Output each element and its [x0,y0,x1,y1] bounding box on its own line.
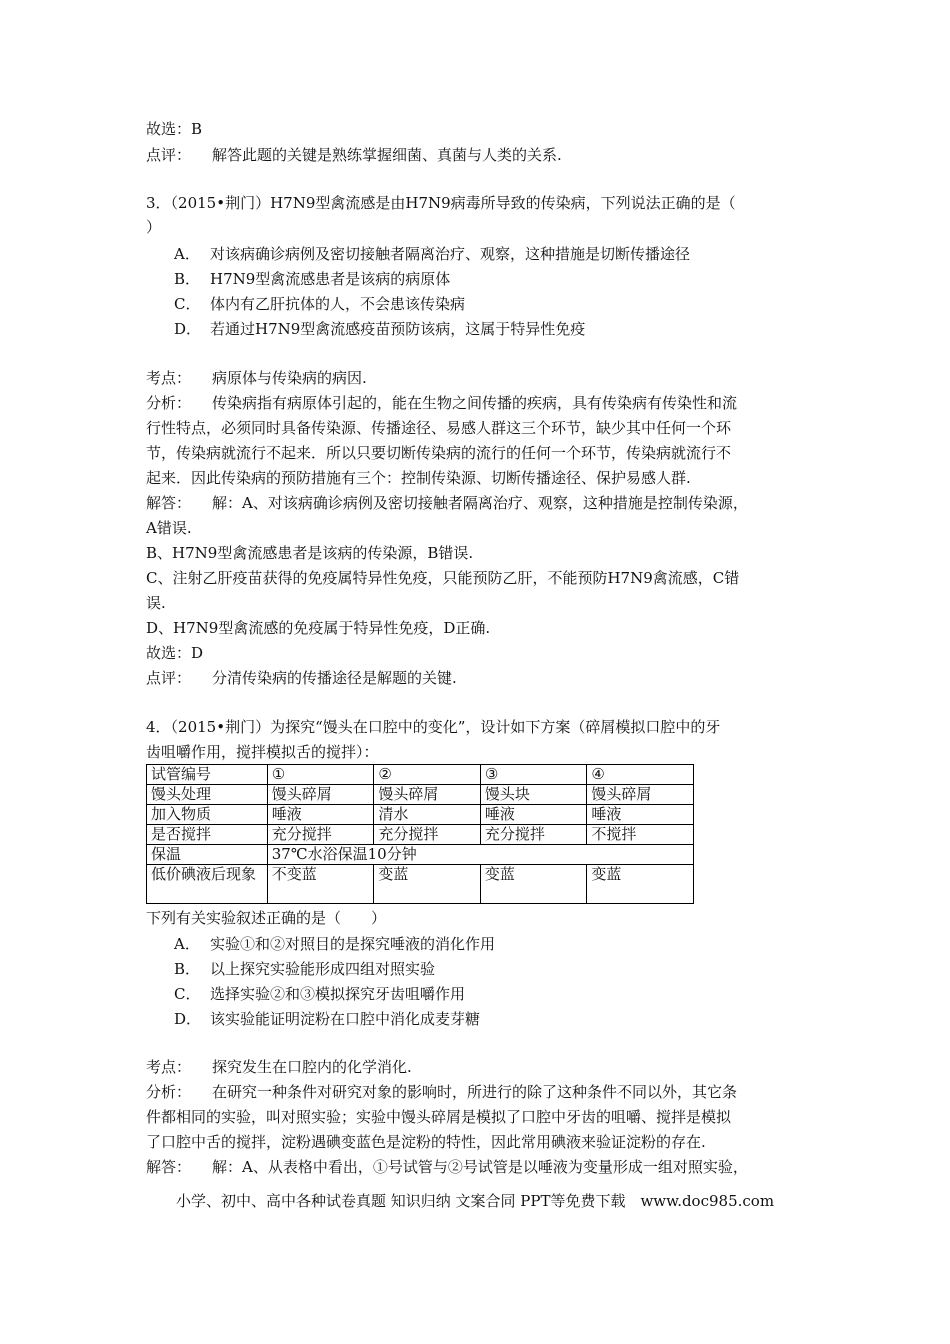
table-cell: 充分搅拌 [480,825,587,845]
q3-fenxi-line4: 起来．因此传染病的预防措施有三个：控制传染源、切断传播途径、保护易感人群. [146,469,691,487]
q3-stem-line2: ） [146,218,162,236]
q3-fenxi-text: 传染病指有病原体引起的，能在生物之间传播的疾病，具有传染病有传染性和流 [212,394,738,412]
table-cell: 充分搅拌 [374,825,481,845]
table-cell: 不搅拌 [587,825,694,845]
table-cell: 加入物质 [147,805,268,825]
q4-option-d-text: 该实验能证明淀粉在口腔中消化成麦芽糖 [210,1010,481,1028]
table-cell: 变蓝 [374,865,481,904]
q3-option-b [174,269,450,289]
table-cell: 唾液 [267,805,374,825]
table-cell: 清水 [374,805,481,825]
table-cell: 37℃水浴保温10分钟 [267,845,693,865]
q3-dianping [146,668,457,688]
q4-option-d-letter: D． [174,1010,202,1028]
q3-option-c [174,294,465,314]
table-cell: 试管编号 [147,765,268,785]
q3-jieda-line4: C、注射乙肝疫苗获得的免疫属特异性免疫，只能预防乙肝，不能预防H7N9禽流感，C错 [146,569,740,587]
q3-fenxi-line3: 节，传染病就流行不起来．所以只要切断传染病的流行的任何一个环节，传染病就流行不 [146,444,732,462]
q4-option-d [174,1009,480,1029]
q3-option-a-letter: A． [174,245,200,263]
q4-fenxi-text: 在研究一种条件对研究对象的影响时，所进行的除了这种条件不同以外，其它条 [212,1083,738,1101]
q3-answer: 故选：D [146,644,204,662]
q3-kaodian-text: 病原体与传染病的病因. [212,369,367,387]
table-cell: 馒头碎屑 [587,785,694,805]
q4-stem-line1: 4．（2015•荆门）为探究“馒头在口腔中的变化”，设计如下方案（碎屑模拟口腔中的牙 [146,718,721,736]
q4-option-b [174,959,435,979]
table-cell: 变蓝 [587,865,694,904]
q4-option-c-letter: C． [174,985,201,1003]
table-row [147,805,694,825]
table-cell: ③ [480,765,587,785]
q2-comment [146,145,562,165]
q4-fenxi-line1 [146,1082,737,1102]
page-footer: 小学、初中、高中各种试卷真题 知识归纳 文案合同 PPT等免费下载 www.doc985.com [175,1192,775,1210]
q4-option-a [174,934,495,954]
q3-option-b-text: H7N9型禽流感患者是该病的病原体 [210,270,451,288]
table-cell: 保温 [147,845,268,865]
table-row [147,865,694,904]
q3-kaodian [146,368,367,388]
q3-option-d-text: 若通过H7N9型禽流感疫苗预防该病，这属于特异性免疫 [210,320,586,338]
q3-option-b-letter: B． [174,270,201,288]
table-cell: 馒头处理 [147,785,268,805]
q4-option-c-text: 选择实验②和③模拟探究牙齿咀嚼作用 [210,985,466,1003]
q4-jieda-text: 解：A、从表格中看出，①号试管与②号试管是以唾液为变量形成一组对照实验， [212,1158,748,1176]
table-row [147,845,694,865]
q3-option-a-text: 对该病确诊病例及密切接触者隔离治疗、观察，这种措施是切断传播途径 [210,245,691,263]
q2-comment-label: 点评： [146,146,192,164]
q3-kaodian-label: 考点： [146,369,192,387]
q4-option-c [174,984,465,1004]
q3-fenxi-line2: 行性特点，必须同时具备传染源、传播途径、易感人群这三个环节，缺少其中任何一个环 [146,419,732,437]
q3-fenxi-label: 分析： [146,394,192,412]
q2-answer: 故选：B [146,120,203,138]
q3-stem-line1: 3．（2015•荆门）H7N9型禽流感是由H7N9病毒所导致的传染病，下列说法正确的是（ [146,194,736,212]
q4-fenxi-label: 分析： [146,1083,192,1101]
q2-comment-text: 解答此题的关键是熟练掌握细菌、真菌与人类的关系. [212,146,562,164]
table-cell: ② [374,765,481,785]
q4-option-a-text: 实验①和②对照目的是探究唾液的消化作用 [210,935,496,953]
q3-jieda-line5: 误. [146,594,166,612]
q3-option-a [174,244,690,264]
q3-option-c-letter: C． [174,295,201,313]
q3-fenxi-line1 [146,393,737,413]
q3-jieda-label: 解答： [146,494,192,512]
q4-jieda-line1 [146,1157,748,1177]
table-cell: 馒头碎屑 [374,785,481,805]
q3-option-c-text: 体内有乙肝抗体的人，不会患该传染病 [210,295,466,313]
q4-stem-line2: 齿咀嚼作用，搅拌模拟舌的搅拌）： [146,743,379,761]
q4-fenxi-line3: 了口腔中舌的搅拌，淀粉遇碘变蓝色是淀粉的特性，因此常用碘液来验证淀粉的存在. [146,1133,706,1151]
q3-jieda-line2: A错误. [146,519,192,537]
table-cell: 馒头块 [480,785,587,805]
q4-question: 下列有关实验叙述正确的是（ ） [146,909,387,927]
table-cell: 馒头碎屑 [267,785,374,805]
table-cell: 充分搅拌 [267,825,374,845]
experiment-table [146,764,694,904]
table-cell: 唾液 [587,805,694,825]
q3-option-d [174,319,585,339]
table-cell: 变蓝 [480,865,587,904]
q3-dianping-text: 分清传染病的传播途径是解题的关键. [212,669,457,687]
q3-jieda-line6: D、H7N9型禽流感的免疫属于特异性免疫，D正确. [146,619,491,637]
table-row [147,765,694,785]
table-cell: 是否搅拌 [147,825,268,845]
q4-option-b-text: 以上探究实验能形成四组对照实验 [210,960,436,978]
q4-option-b-letter: B． [174,960,201,978]
table-row [147,825,694,845]
q3-jieda-text: 解：A、对该病确诊病例及密切接触者隔离治疗、观察，这种措施是控制传染源， [212,494,748,512]
table-cell: ① [267,765,374,785]
q4-kaodian-label: 考点： [146,1058,192,1076]
q3-dianping-label: 点评： [146,669,192,687]
table-cell: ④ [587,765,694,785]
q4-jieda-label: 解答： [146,1158,192,1176]
table-cell: 不变蓝 [267,865,374,904]
q4-option-a-letter: A． [174,935,200,953]
table-row [147,785,694,805]
q3-jieda-line3: B、H7N9型禽流感患者是该病的传染源，B错误. [146,544,474,562]
q3-option-d-letter: D． [174,320,202,338]
q4-kaodian [146,1057,412,1077]
table-cell: 低价碘液后现象 [147,865,268,904]
q4-fenxi-line2: 件都相同的实验，叫对照实验；实验中馒头碎屑是模拟了口腔中牙齿的咀嚼、搅拌是模拟 [146,1108,732,1126]
table-cell: 唾液 [480,805,587,825]
q3-jieda-line1 [146,493,748,513]
q4-kaodian-text: 探究发生在口腔内的化学消化. [212,1058,412,1076]
